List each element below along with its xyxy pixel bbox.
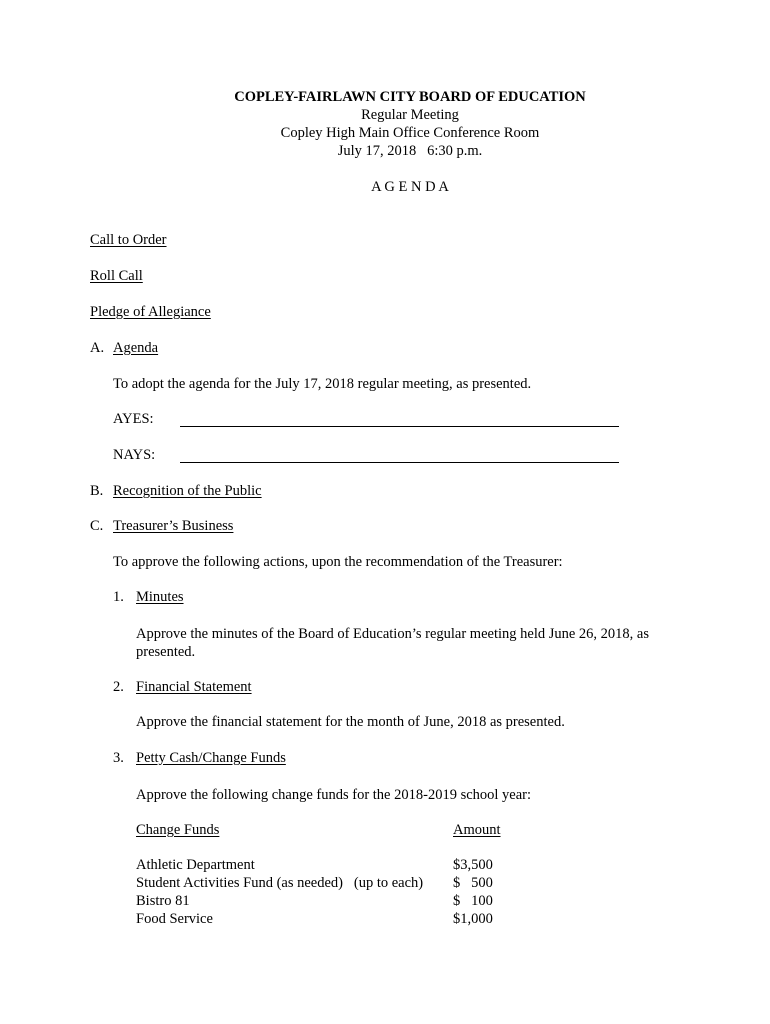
opening-item-call-to-order: Call to Order: [90, 232, 167, 248]
table-row-amount: $ 500: [453, 875, 493, 891]
table-row-amount: $3,500: [453, 857, 493, 873]
table-row-fund: Bistro 81: [136, 893, 190, 909]
item-number: 3.: [113, 750, 124, 766]
section-title: Recognition of the Public: [113, 483, 262, 499]
item-text: Approve the financial statement for the month of June, 2018 as presented.: [136, 714, 565, 730]
agenda-heading: A G E N D A: [371, 179, 449, 195]
nays-label: NAYS:: [113, 447, 156, 463]
section-intro: To approve the following actions, upon the recommendation of the Treasurer:: [113, 554, 563, 570]
org-title: COPLEY-FAIRLAWN CITY BOARD OF EDUCATION: [234, 89, 586, 105]
opening-item-pledge: Pledge of Allegiance: [90, 304, 211, 320]
meeting-datetime: July 17, 2018 6:30 p.m.: [337, 143, 483, 159]
section-title: Agenda: [113, 340, 159, 356]
item-text: Approve the minutes of the Board of Education’s regular meeting held June 26, 2018, as: [136, 626, 650, 642]
table-row-amount: $ 100: [453, 893, 493, 909]
item-title: Financial Statement: [136, 679, 252, 695]
column-header-amount: Amount: [453, 822, 501, 838]
column-header-change-funds: Change Funds: [136, 822, 220, 838]
item-text-continued: presented.: [136, 644, 196, 660]
item-title: Minutes: [136, 589, 184, 605]
section-marker: B.: [90, 483, 104, 499]
ayes-blank-line: [180, 426, 619, 427]
table-row-fund: Student Activities Fund (as needed) (up to each): [136, 875, 424, 891]
ayes-label: AYES:: [113, 411, 154, 427]
item-number: 1.: [113, 589, 124, 605]
meeting-location: Copley High Main Office Conference Room: [280, 125, 540, 141]
section-marker: A.: [90, 340, 105, 356]
section-text: To adopt the agenda for the July 17, 2018 regular meeting, as presented.: [113, 376, 532, 392]
table-row-fund: Food Service: [136, 911, 213, 927]
item-number: 2.: [113, 679, 124, 695]
section-marker: C.: [90, 518, 104, 534]
opening-item-roll-call: Roll Call: [90, 268, 143, 284]
item-text: Approve the following change funds for the 2018-2019 school year:: [136, 787, 532, 803]
table-row-amount: $1,000: [453, 911, 493, 927]
item-title: Petty Cash/Change Funds: [136, 750, 286, 766]
section-title: Treasurer’s Business: [113, 518, 234, 534]
nays-blank-line: [180, 462, 619, 463]
meeting-type: Regular Meeting: [361, 107, 459, 123]
table-row-fund: Athletic Department: [136, 857, 255, 873]
